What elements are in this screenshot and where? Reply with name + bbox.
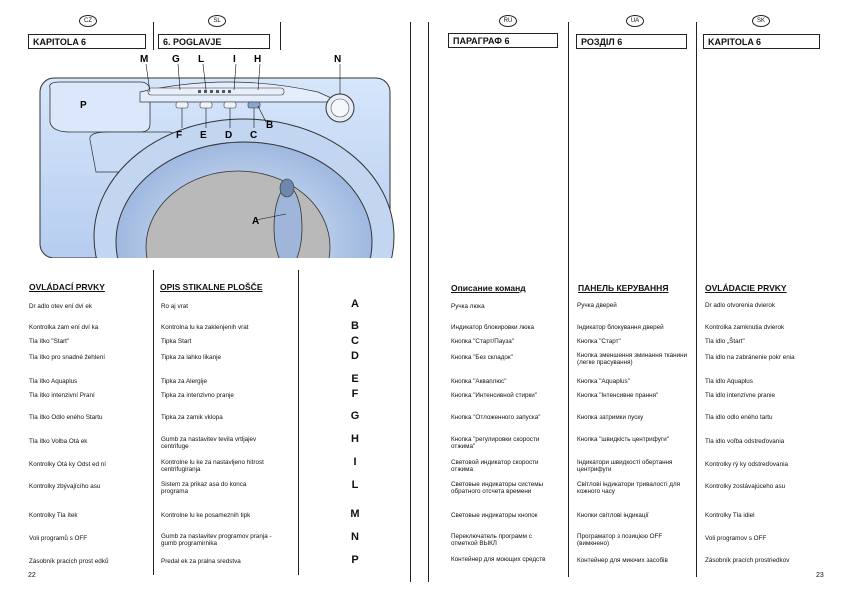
ua-item: Кнопка затримки пуску [577,414,644,421]
page-number-right: 23 [816,572,824,579]
ua-item: Кнопка "Старт" [577,338,621,345]
callout-a: A [252,216,260,227]
sk-item: Kontrolky rý ky odstreďovania [705,461,788,468]
sl-item: Tipka za Alergije [161,378,207,385]
ua-item: Кнопка зменшення зминання тканини (легке прасування) [577,352,688,366]
callout-e: E [200,130,207,141]
ru-item: Световые индикаторы системы обратного отсчета времени [451,481,544,495]
key-letter: G [350,410,360,422]
divider-left-3 [153,270,154,575]
ua-item: Ручка дверей [577,302,617,309]
sl-item: Tipka Start [161,338,192,345]
callout-f: F [176,130,183,141]
sl-item: Predal ek za pralna sredstva [161,558,241,565]
header-ua: РОЗДІЛ 6 [576,34,687,49]
ua-item: Світлові індикатори тривалості для кожного часу [577,481,681,495]
sk-item: Kontrolka zamknutia dvierok [705,324,785,331]
sl-item: Tipka za intenzivno pranje [161,392,234,399]
sl-item: Ro aj vrat [161,303,188,310]
key-letter: F [351,388,359,400]
cz-item: Kontrolky zbývajícího asu [29,483,101,490]
cz-item: Kontrolky Tla ítek [29,512,78,519]
page-number-left: 22 [28,572,36,579]
ru-item: Переключатель программ с отметкой ВЫКЛ [451,533,532,547]
washing-machine-diagram [28,52,398,258]
key-letter: B [351,320,359,332]
sl-item: Gumb za nastavitev tevila vrtljajev centrifuge [161,436,257,450]
divider-right-1 [568,22,569,577]
sk-item: Tla idlo na zabránenie pokr enia [705,354,795,361]
callout-p: P [80,100,87,111]
cz-item: Zásobník pracích prost edků [29,558,109,565]
sl-item: Kontrolne lu ke posameznih tipk [161,512,251,519]
key-letter: E [351,373,359,385]
cz-item: Dr adlo otev ení dví ek [29,303,93,310]
sk-item: Kontrolky Tla idiel [705,512,755,519]
key-letter: N [351,531,359,543]
ru-item: Кнопка "регулировки скорости отжима" [451,436,540,450]
lang-badge-cz: CZ [79,15,97,27]
sk-item: Kontrolky zostávajúceho asu [705,483,786,490]
key-letter: I [353,456,357,468]
ua-item: Контейнер для миючих засобів [577,557,668,564]
ru-item: Световой индикатор скорости отжима [451,459,539,473]
sl-item: Kontrolne lu ke za nastavljeno hitrost centrifugiranja [161,459,264,473]
callout-h: H [254,54,262,65]
sl-item: Kontrolna lu ka zaklenjenih vrat [161,324,249,331]
divider-left-2 [280,22,281,50]
title-sl: OPIS STIKALNE PLOŠČE [160,282,263,292]
ru-item: Кнопка "Старт/Пауза" [451,338,515,345]
cz-item: Tla ítko Volba Otá ek [29,438,88,445]
ua-item: Кнопка "швидкість центрифуги" [577,436,669,443]
cz-item: Kontrolka zam ení dví ka [29,324,99,331]
key-letter: D [351,350,359,362]
sl-item: Tipka za zamik vklopa [161,414,223,421]
header-ru: ПАРАГРАФ 6 [448,33,558,48]
cz-item: Voli programů s OFF [29,535,88,542]
key-letter: M [350,508,360,520]
callout-m: M [140,54,149,65]
ru-item: Кнопка "Интенсивной стирки" [451,392,538,399]
ru-item: Контейнер для моющих средств [451,556,546,563]
sl-item: Sistem za prikaz asa do konca programa [161,481,247,495]
sk-item: Voli programov s OFF [705,535,767,542]
divider-left-4 [298,270,299,575]
header-sk: KAPITOLA 6 [703,34,820,49]
ua-item: Кнопка "Aquaplus" [577,378,630,385]
ru-item: Кнопка "Без складок" [451,354,513,361]
ua-item: Кнопки світлові індикації [577,512,649,519]
ru-item: Кнопка "Аквaплюс" [451,378,507,385]
sk-item: Tla idlo Aquaplus [705,378,753,385]
sk-item: Dr adlo otvorenia dvierok [705,302,776,309]
sk-item: Tla idlo odlo eného tartu [705,414,773,421]
cz-item: Tla ítko Odlo eného Startu [29,414,103,421]
cz-item: Tla ítko pro snadné žehlení [29,354,105,361]
ua-item: Програматор з позицією OFF (вимкнено) [577,533,663,547]
header-cz: KAPITOLA 6 [28,34,146,49]
title-ua: ПАНЕЛЬ КЕРУВАННЯ [578,283,669,293]
ua-item: Кнопка "Інтенсивне прання" [577,392,659,399]
sk-item: Tla idlo voľba odstreďovania [705,438,785,445]
lang-badge-ua: UA [626,15,644,27]
key-letter: P [351,554,359,566]
sl-item: Gumb za nastavitev programov pranja - gumb programirnika [161,533,272,547]
ru-item: Световые индикаторы кнопок [451,512,538,519]
callout-d: D [225,130,233,141]
cz-item: Tla ítko "Start" [29,338,70,345]
title-cz: OVLÁDACÍ PRVKY [29,282,105,292]
divider-center-right [428,22,429,582]
callout-i: I [233,54,236,65]
key-letter: C [351,335,359,347]
divider-right-2 [696,22,697,577]
callout-l: L [198,54,205,65]
ua-item: Індикатори швидкості обертання центрифуги [577,459,673,473]
lang-badge-sl: SL [208,15,226,27]
callout-g: G [172,54,180,65]
cz-item: Tla ítko intenzivní Praní [29,392,95,399]
header-sl: 6. POGLAVJE [158,34,270,49]
divider-center-left [410,22,411,582]
divider-left-1 [153,22,154,50]
cz-item: Tla ítko Aquaplus [29,378,78,385]
ru-item: Кнопка "Отложенного запуска" [451,414,541,421]
ua-item: Індикатор блокування дверей [577,324,664,331]
ru-item: Индикатор блокировки люка [451,324,535,331]
key-letter: A [351,298,359,310]
sk-item: Tla idlo intenzívne pranie [705,392,776,399]
title-ru: Описание команд [451,283,526,293]
key-letter: L [351,479,359,491]
sk-item: Tla idlo „Štart" [705,338,745,345]
callout-b: B [266,120,274,131]
callout-c: C [250,130,258,141]
sl-item: Tipka za lahko likanje [161,354,221,361]
cz-item: Kontrolky Otá ky Odst ed ní [29,461,106,468]
key-letter: H [351,433,359,445]
callout-n: N [334,54,342,65]
sk-item: Zásobník pracích prostriedkov [705,557,790,564]
title-sk: OVLÁDACIE PRVKY [705,283,787,293]
lang-badge-sk: SK [752,15,770,27]
ru-item: Ручка люка [451,303,485,310]
lang-badge-ru: RU [499,15,517,27]
